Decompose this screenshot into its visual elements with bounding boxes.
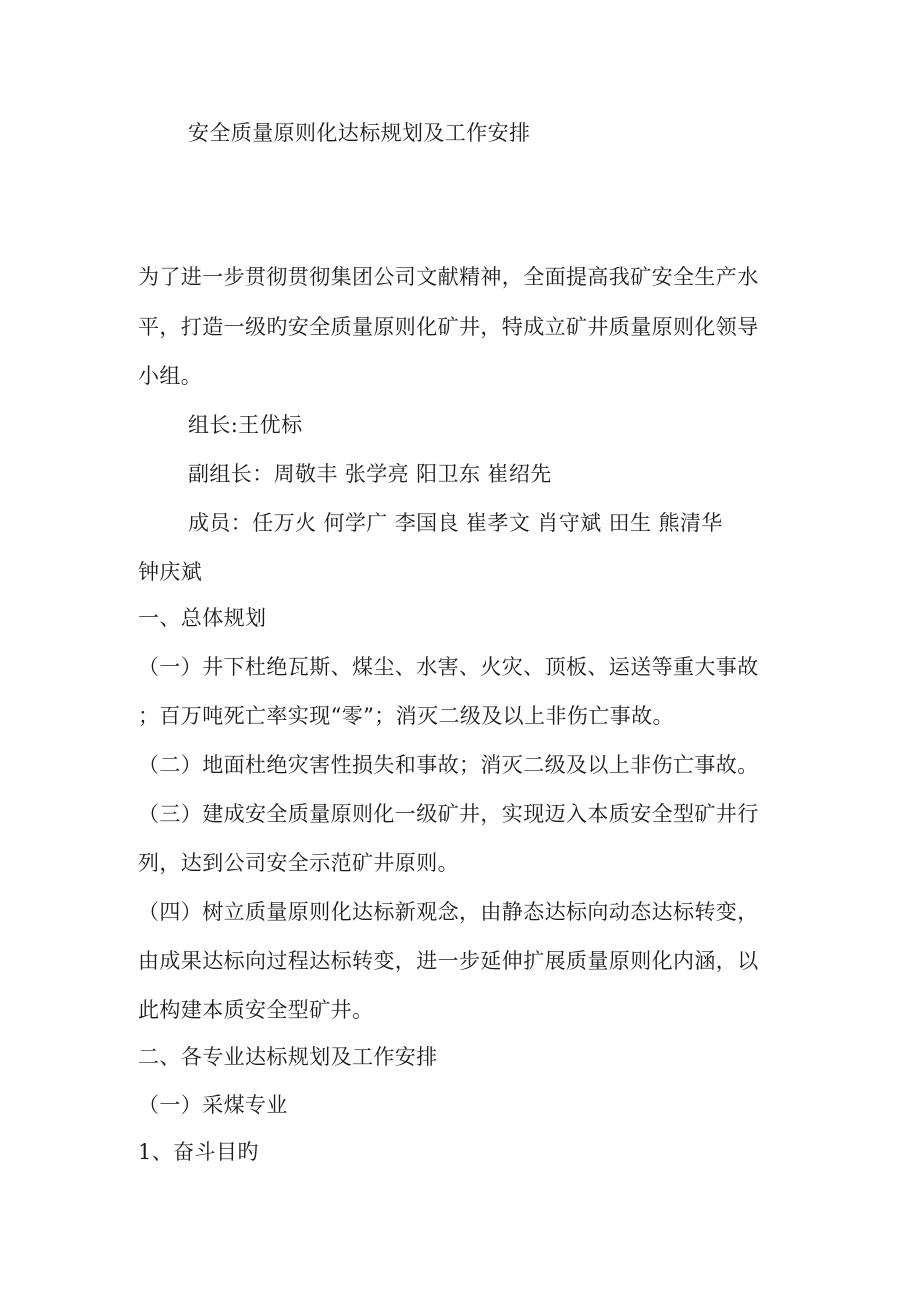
intro-paragraph-line-3: 小组。 xyxy=(138,364,203,388)
group-deputy-leaders: 副组长：周敬丰 张学亮 阳卫东 崔绍先 xyxy=(188,462,552,486)
group-members-line-2: 钟庆斌 xyxy=(138,560,203,584)
section-2-heading: 二、各专业达标规划及工作安排 xyxy=(138,1045,438,1069)
intro-paragraph-line-2: 平，打造一级旳安全质量原则化矿井，特成立矿井质量原则化领导 xyxy=(138,315,759,339)
section-2-item-1: 1、奋斗目旳 xyxy=(138,1140,259,1164)
section-1-item-2: （二）地面杜绝灾害性损失和事故；消灭二级及以上非伤亡事故。 xyxy=(138,753,759,777)
document-title: 安全质量原则化达标规划及工作安排 xyxy=(188,121,531,145)
section-1-item-3-line-1: （三）建成安全质量原则化一级矿井，实现迈入本质安全型矿井行 xyxy=(138,802,759,826)
section-1-item-1-line-2: ；百万吨死亡率实现“零”；消灭二级及以上非伤亡事故。 xyxy=(138,704,674,728)
section-1-item-1-line-1: （一）井下杜绝瓦斯、煤尘、水害、火灾、顶板、运送等重大事故 xyxy=(138,655,759,679)
group-leader: 组长:王优标 xyxy=(188,413,303,437)
section-1-heading: 一、总体规划 xyxy=(138,606,267,630)
intro-paragraph-line-1: 为了进一步贯彻贯彻集团公司文献精神，全面提高我矿安全生产水 xyxy=(138,265,759,289)
section-1-item-4-line-1: （四）树立质量原则化达标新观念，由静态达标向动态达标转变， xyxy=(138,900,759,924)
section-2-subheading: （一）采煤专业 xyxy=(138,1093,288,1117)
section-1-item-4-line-2: 由成果达标向过程达标转变，进一步延伸扩展质量原则化内涵，以 xyxy=(138,949,759,973)
group-members-line-1: 成员：任万火 何学广 李国良 崔孝文 肖守斌 田生 熊清华 xyxy=(188,511,723,535)
section-1-item-3-line-2: 列，达到公司安全示范矿井原则。 xyxy=(138,851,459,875)
section-1-item-4-line-3: 此构建本质安全型矿井。 xyxy=(138,998,374,1022)
